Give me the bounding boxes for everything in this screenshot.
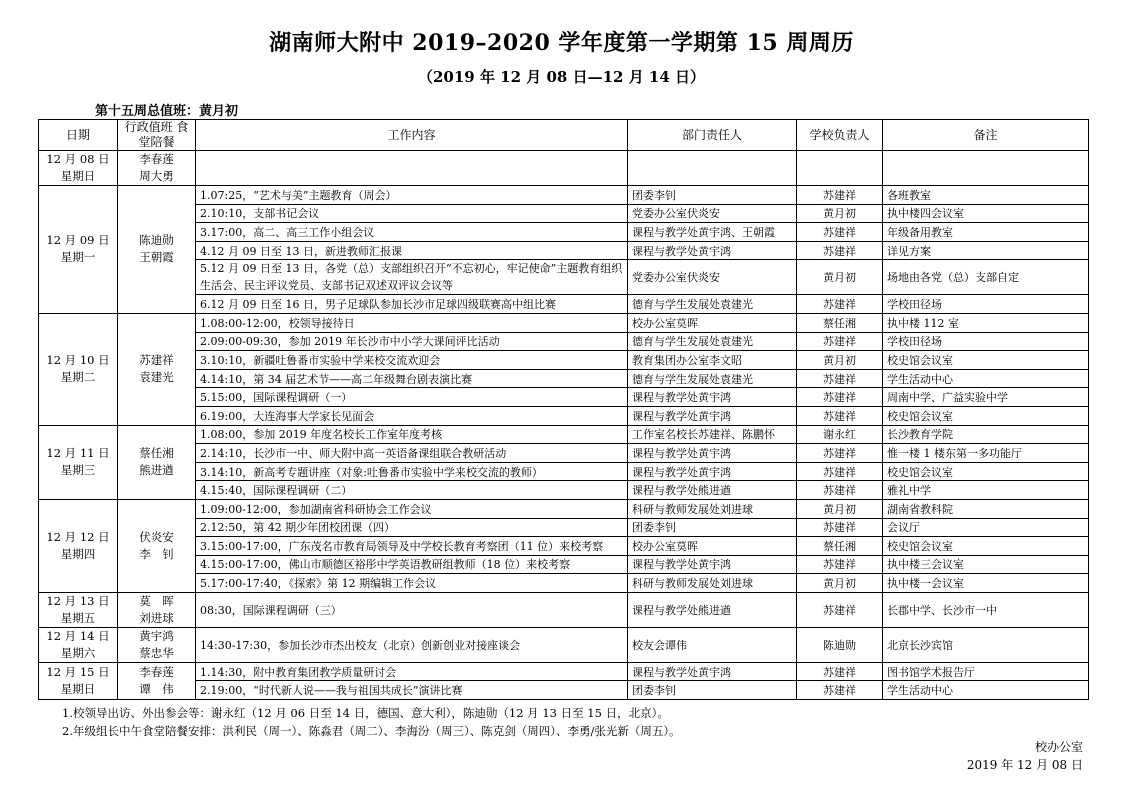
table-row: [39, 406, 1089, 425]
school-leader: 苏建祥: [797, 406, 883, 425]
duty-teacher: 第十五周总值班：黄月初: [95, 104, 239, 119]
dept-responsible: 党委办公室伏炎安: [628, 260, 797, 295]
duty-cell: [118, 186, 196, 314]
table-row: [39, 444, 1089, 463]
school-leader: 苏建祥: [797, 186, 883, 205]
dept-responsible: [628, 151, 797, 186]
duty-person: 王朝霞: [139, 250, 174, 265]
duty-person: 熊进遒: [139, 463, 174, 478]
table-row: [39, 295, 1089, 314]
date-text: 12 月 09 日: [46, 233, 110, 248]
remark: 长郡中学、长沙市一中: [883, 592, 1089, 627]
remark: 校史馆会议室: [883, 406, 1089, 425]
page-title: 湖南师大附中 2019–2020 学年度第一学期第 15 周周历: [269, 30, 854, 56]
table-row: [39, 627, 1089, 662]
remark: 长沙教育学院: [883, 425, 1089, 444]
school-leader: 蔡任湘: [797, 537, 883, 556]
date-cell: [39, 151, 118, 186]
duty-person: 刘进球: [139, 610, 174, 625]
school-leader: 苏建祥: [797, 388, 883, 407]
table-row: [39, 499, 1089, 518]
school-leader: 黄月初: [797, 574, 883, 593]
dept-responsible: 课程与教学处黄宇鸿: [628, 662, 797, 681]
school-leader: 陈迪勋: [797, 627, 883, 662]
school-leader: 苏建祥: [797, 332, 883, 351]
table-header-row: [39, 120, 1089, 151]
table-row: [39, 186, 1089, 205]
dept-responsible: 德育与学生发展处袁建光: [628, 369, 797, 388]
duty-person: 伏炎安: [139, 529, 174, 544]
duty-person: 黄宇鸿: [139, 628, 174, 643]
date-text: 12 月 15 日: [46, 664, 110, 679]
remark: 学校田径场: [883, 332, 1089, 351]
duty-person: 莫 晖: [139, 593, 174, 608]
table-row: [39, 223, 1089, 242]
dept-responsible: 课程与教学处熊进遒: [628, 592, 797, 627]
table-row: [39, 537, 1089, 556]
date-text: 12 月 11 日: [46, 446, 110, 461]
work-content: 08:30，国际课程调研（三）: [196, 592, 628, 627]
work-content: 3.15:00-17:00，广东茂名市教育局领导及中学校长教育考察团（11 位）来校考察: [196, 537, 628, 556]
school-leader: 苏建祥: [797, 662, 883, 681]
remark: 场地由各党（总）支部自定: [883, 260, 1089, 295]
work-content: 2.14:10，长沙市一中、师大附中高一英语备课组联合教研活动: [196, 444, 628, 463]
work-content: 3.10:10，新疆吐鲁番市实验中学来校交流欢迎会: [196, 351, 628, 370]
remark: 图书馆学术报告厅: [883, 662, 1089, 681]
dept-responsible: 团委李钊: [628, 681, 797, 700]
work-content: 1.09:00-12:00，参加湖南省科研协会工作会议: [196, 499, 628, 518]
dept-responsible: 课程与教学处黄宇鸿、王朝霞: [628, 223, 797, 242]
remark: 北京长沙宾馆: [883, 627, 1089, 662]
school-leader: 苏建祥: [797, 369, 883, 388]
dept-responsible: 校友会谭伟: [628, 627, 797, 662]
work-content: 5.12 月 09 日至 13 日，各党（总）支部组织召开“不忘初心，牢记使命”主题教育组织生活会、民主评议党员、支部书记双述双评议会议等: [196, 260, 628, 295]
dept-responsible: 课程与教学处黄宇鸿: [628, 241, 797, 260]
work-content: 6.19:00，大连海事大学家长见面会: [196, 406, 628, 425]
remark: 湖南省教科院: [883, 499, 1089, 518]
weekday-text: 星期六: [60, 645, 96, 660]
dept-responsible: 校办公室莫晖: [628, 537, 797, 556]
note-1: 1.校领导出访、外出参会等：谢永红（12 月 06 日至 14 日，德国、意大利），陈迪勋（12 月 13 日至 15 日，北京）。: [62, 706, 669, 720]
work-content: 5.15:00，国际课程调研（一）: [196, 388, 628, 407]
dept-responsible: 课程与教学处黄宇鸿: [628, 444, 797, 463]
duty-person: 陈迪勋: [139, 233, 174, 248]
work-content: 1.14:30，附中教育集团教学质量研讨会: [196, 662, 628, 681]
work-content: 3.17:00，高二、高三工作小组会议: [196, 223, 628, 242]
weekday-text: 星期五: [60, 610, 96, 625]
duty-person: 袁建光: [139, 370, 174, 385]
date-cell: [39, 592, 118, 627]
note-2: 2.年级组长中午食堂陪餐安排：洪利民（周一）、陈淼君（周二）、李海汾（周三）、陈克剑（周四）、李勇/张光新（周五）。: [62, 724, 681, 738]
header-date: 日期: [39, 120, 118, 151]
dept-responsible: 团委李钊: [628, 518, 797, 537]
schedule-table: [38, 119, 1089, 700]
remark: 执中楼 112 室: [883, 313, 1089, 332]
remark: 执中楼四会议室: [883, 204, 1089, 223]
date-text: 12 月 10 日: [46, 353, 110, 368]
header-remark: 备注: [883, 120, 1089, 151]
dept-responsible: 工作室名校长苏建祥、陈鹏怀: [628, 425, 797, 444]
remark: 惟一楼 1 楼东第一多功能厅: [883, 444, 1089, 463]
table-row: [39, 151, 1089, 186]
date-text: 12 月 12 日: [46, 529, 110, 544]
school-leader: 蔡任湘: [797, 313, 883, 332]
table-row: [39, 681, 1089, 700]
weekday-text: 星期日: [60, 169, 96, 183]
remark: 会议厅: [883, 518, 1089, 537]
table-row: [39, 425, 1089, 444]
remark: 执中楼一会议室: [883, 574, 1089, 593]
dept-responsible: 科研与教师发展处刘进球: [628, 574, 797, 593]
work-content: 2.12:50，第 42 期少年团校团课（四）: [196, 518, 628, 537]
work-content: 4.15:00-17:00，佛山市顺德区裕彤中学英语教研组教师（18 位）来校考察: [196, 555, 628, 574]
date-cell: [39, 313, 118, 425]
remark: 校史馆会议室: [883, 351, 1089, 370]
dept-responsible: 课程与教学处黄宇鸿: [628, 406, 797, 425]
work-content: 2.19:00，“时代新人说——我与祖国共成长”演讲比赛: [196, 681, 628, 700]
school-leader: 苏建祥: [797, 444, 883, 463]
signature: [967, 738, 1083, 774]
date-cell: [39, 627, 118, 662]
remark: 周南中学、广益实验中学: [883, 388, 1089, 407]
remark: [883, 151, 1089, 186]
weekday-text: 星期二: [60, 370, 96, 385]
duty-cell: [118, 425, 196, 499]
table-row: [39, 388, 1089, 407]
table-row: [39, 662, 1089, 681]
date-cell: [39, 499, 118, 592]
duty-person: 李春莲: [139, 664, 174, 679]
school-leader: 黄月初: [797, 204, 883, 223]
duty-cell: [118, 592, 196, 627]
schedule-body: [39, 151, 1089, 700]
table-row: [39, 481, 1089, 500]
table-row: [39, 462, 1089, 481]
school-leader: 黄月初: [797, 351, 883, 370]
signature-date: 2019 年 12 月 08 日: [966, 758, 1083, 772]
table-row: [39, 241, 1089, 260]
work-content: 6.12 月 09 日至 16 日，男子足球队参加长沙市足球四级联赛高中组比赛: [196, 295, 628, 314]
dept-responsible: 科研与教师发展处刘进球: [628, 499, 797, 518]
duty-cell: [118, 662, 196, 699]
remark: 学校田径场: [883, 295, 1089, 314]
dept-responsible: 德育与学生发展处袁建光: [628, 332, 797, 351]
work-content: 4.14:10，第 34 届艺术节——高二年级舞台剧表演比赛: [196, 369, 628, 388]
school-leader: 苏建祥: [797, 592, 883, 627]
table-row: [39, 260, 1089, 295]
work-content: 1.07:25，“艺术与美”主题教育（周会）: [196, 186, 628, 205]
dept-responsible: 课程与教学处黄宇鸿: [628, 555, 797, 574]
table-row: [39, 313, 1089, 332]
table-row: [39, 369, 1089, 388]
school-leader: 苏建祥: [797, 462, 883, 481]
duty-person: 苏建祥: [139, 353, 174, 368]
weekday-text: 星期四: [60, 546, 96, 561]
work-content: 1.08:00，参加 2019 年度名校长工作室年度考核: [196, 425, 628, 444]
work-content: 4.12 月 09 日至 13 日，新进教师汇报课: [196, 241, 628, 260]
remark: 年级备用教室: [883, 223, 1089, 242]
remark: 雅礼中学: [883, 481, 1089, 500]
duty-cell: [118, 313, 196, 425]
table-row: [39, 204, 1089, 223]
duty-person: 谭 伟: [139, 681, 174, 696]
date-text: 12 月 13 日: [46, 593, 110, 608]
school-leader: 苏建祥: [797, 223, 883, 242]
work-content: 5.17:00-17:40，《探索》第 12 期编辑工作会议: [196, 574, 628, 593]
school-leader: 苏建祥: [797, 295, 883, 314]
dept-responsible: 团委李钊: [628, 186, 797, 205]
notes: [62, 704, 681, 740]
date-text: 12 月 08 日: [46, 152, 110, 166]
dept-responsible: 课程与教学处黄宇鸿: [628, 388, 797, 407]
dept-responsible: 党委办公室伏炎安: [628, 204, 797, 223]
table-row: [39, 332, 1089, 351]
school-leader: 苏建祥: [797, 481, 883, 500]
date-cell: [39, 662, 118, 699]
signature-office: 校办公室: [1034, 740, 1083, 754]
duty-person: 蔡忠华: [139, 645, 174, 660]
school-leader: 苏建祥: [797, 518, 883, 537]
date-range: （2019 年 12 月 08 日—12 月 14 日）: [417, 68, 706, 86]
school-leader: 苏建祥: [797, 241, 883, 260]
dept-responsible: 课程与教学处熊进遒: [628, 481, 797, 500]
date-cell: [39, 186, 118, 314]
header-school: 学校负责人: [797, 120, 883, 151]
dept-responsible: 课程与教学处黄宇鸿: [628, 462, 797, 481]
header-dept: 部门责任人: [628, 120, 797, 151]
date-text: 12 月 14 日: [46, 628, 110, 643]
school-leader: 黄月初: [797, 260, 883, 295]
school-leader: 苏建祥: [797, 681, 883, 700]
dept-responsible: 校办公室莫晖: [628, 313, 797, 332]
remark: 校史馆会议室: [883, 462, 1089, 481]
work-content: 2.09:00-09:30，参加 2019 年长沙市中小学大课间评比活动: [196, 332, 628, 351]
work-content: [196, 151, 628, 186]
school-leader: [797, 151, 883, 186]
work-content: 2.10:10，支部书记会议: [196, 204, 628, 223]
table-row: [39, 351, 1089, 370]
duty-person: 蔡任湘: [139, 446, 174, 461]
duty-cell: [118, 627, 196, 662]
remark: 各班教室: [883, 186, 1089, 205]
dept-responsible: 德育与学生发展处袁建光: [628, 295, 797, 314]
remark: 学生活动中心: [883, 681, 1089, 700]
duty-cell: [118, 151, 196, 186]
weekday-text: 星期一: [60, 250, 96, 265]
header-work: 工作内容: [196, 120, 628, 151]
header-duty: 行政值班 食堂陪餐: [118, 120, 196, 151]
table-row: [39, 555, 1089, 574]
work-content: 3.14:10，新高考专题讲座（对象:吐鲁番市实验中学来校交流的教师）: [196, 462, 628, 481]
school-leader: 苏建祥: [797, 555, 883, 574]
work-content: 14:30-17:30，参加长沙市杰出校友（北京）创新创业对接座谈会: [196, 627, 628, 662]
duty-person: 周大勇: [139, 169, 174, 183]
remark: 学生活动中心: [883, 369, 1089, 388]
date-cell: [39, 425, 118, 499]
weekday-text: 星期三: [60, 463, 96, 478]
work-content: 4.15:40，国际课程调研（二）: [196, 481, 628, 500]
school-leader: 谢永红: [797, 425, 883, 444]
duty-person: 李春莲: [139, 152, 174, 166]
table-row: [39, 574, 1089, 593]
table-row: [39, 592, 1089, 627]
weekday-text: 星期日: [60, 681, 96, 696]
work-content: 1.08:00-12:00，校领导接待日: [196, 313, 628, 332]
dept-responsible: 教育集团办公室李文昭: [628, 351, 797, 370]
remark: 执中楼三会议室: [883, 555, 1089, 574]
remark: 详见方案: [883, 241, 1089, 260]
remark: 校史馆会议室: [883, 537, 1089, 556]
table-row: [39, 518, 1089, 537]
duty-person: 李 钊: [139, 546, 174, 561]
school-leader: 黄月初: [797, 499, 883, 518]
duty-cell: [118, 499, 196, 592]
